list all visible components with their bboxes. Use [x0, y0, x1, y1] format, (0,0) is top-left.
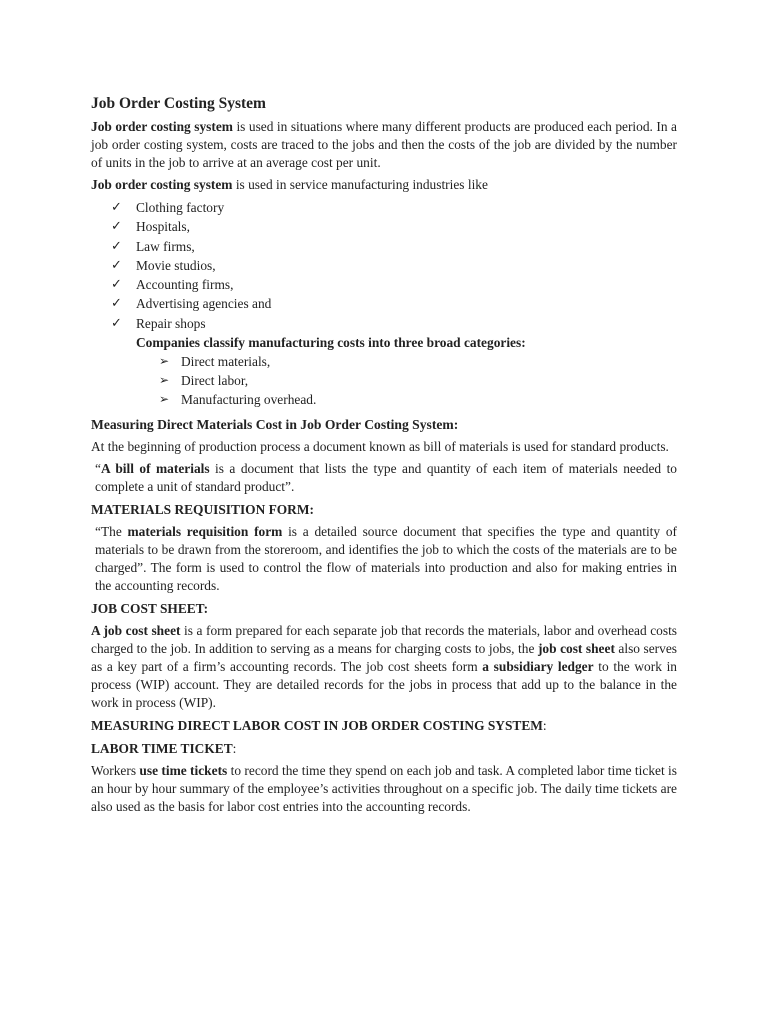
check-icon: ✓ — [111, 277, 122, 293]
ticket-heading-colon: : — [232, 741, 237, 757]
check-icon: ✓ — [111, 315, 122, 331]
ticket-text-1: Workers — [91, 763, 140, 779]
jcs-definition-paragraph — [91, 622, 677, 712]
list-item — [111, 198, 677, 217]
ticket-bold-term: use time tickets — [139, 763, 228, 779]
categories-heading: Companies classify manufacturing costs into three broad categories: — [136, 335, 526, 351]
list-item-label: Direct labor, — [181, 373, 249, 389]
materials-heading: Measuring Direct Materials Cost in Job Order Costing System: — [91, 417, 459, 433]
list-item — [159, 371, 677, 390]
ticket-definition-paragraph — [91, 762, 677, 816]
jcs-text-3: to the work in process (WIP) account. They are detailed records for the jobs in process that add up to the balance in the work in process (WIP). — [91, 659, 677, 711]
bom-text: is a document that lists the type and quantity of each item of materials needed to complete a unit of standard product”. — [95, 461, 677, 495]
mrf-definition-paragraph — [91, 523, 677, 595]
list-item-label: Repair shops — [136, 315, 206, 331]
bom-definition-paragraph — [91, 460, 677, 496]
check-icon: ✓ — [111, 296, 122, 312]
intro-paragraph — [91, 118, 677, 172]
list-item — [159, 352, 677, 371]
service-bold-term: Job order costing system — [91, 177, 233, 192]
list-item — [111, 217, 677, 236]
categories-list — [159, 352, 677, 409]
ticket-heading — [91, 739, 677, 758]
jcs-text-2: also serves as a key part of a firm’s accounting records. The job cost sheets form — [91, 641, 677, 675]
list-item — [111, 237, 677, 256]
list-item-label: Movie studios, — [136, 257, 216, 273]
arrow-bullet-icon: ➢ — [159, 373, 170, 388]
mrf-open-quote: “The — [95, 524, 128, 540]
list-item — [111, 275, 677, 294]
page-title: Job Order Costing System — [91, 95, 266, 112]
list-item-label: Direct materials, — [181, 354, 271, 370]
labor-heading-colon: : — [542, 718, 547, 734]
check-icon: ✓ — [111, 257, 122, 273]
list-item — [111, 294, 677, 313]
labor-heading — [91, 716, 677, 735]
list-item-label: Accounting firms, — [136, 277, 234, 293]
mrf-text: is a detailed source document that specifies the type and quantity of materials to be drawn from the storeroom, and identifies the job to which the costs of the materials are to be charged”. The form is used to control the flow of materials into production and also for making entries in the accounting records. — [95, 524, 677, 594]
ticket-heading-text: LABOR TIME TICKET — [91, 741, 233, 757]
jcs-bold-term-1: A job cost sheet — [91, 623, 181, 639]
list-item — [111, 256, 677, 275]
list-item-label: Law firms, — [136, 238, 195, 254]
ticket-text-2: to record the time they spend on each job and task. A completed labor time ticket is an hour by hour summary of the employee’s activities throughout on a specific job. The daily time tickets are also used as the basis for labor cost entries into the accounting records. — [91, 763, 677, 815]
jcs-bold-term-3: a subsidiary ledger — [482, 659, 594, 675]
list-item — [159, 390, 677, 409]
mrf-bold-term: materials requisition form — [127, 524, 283, 540]
arrow-bullet-icon: ➢ — [159, 354, 170, 369]
mrf-heading: MATERIALS REQUISITION FORM: — [91, 502, 314, 518]
list-item — [111, 314, 677, 333]
list-item-label: Manufacturing overhead. — [181, 392, 317, 408]
arrow-bullet-icon: ➢ — [159, 392, 170, 407]
jcs-text-1: is a form prepared for each separate job that records the materials, labor and overhead costs charged to the job. In addition to serving as a means for charging costs to jobs, the — [91, 623, 677, 657]
jcs-bold-term-2: job cost sheet — [537, 641, 615, 657]
bom-bold-term: A bill of materials — [100, 461, 210, 477]
document-body — [91, 94, 677, 820]
bom-open-quote: “ — [95, 461, 101, 477]
bom-intro-paragraph: At the beginning of production process a document known as bill of materials is used for standard products. — [91, 439, 669, 455]
intro-bold-term: Job order costing system — [91, 119, 233, 134]
service-paragraph — [91, 176, 677, 194]
labor-heading-text: MEASURING DIRECT LABOR COST IN JOB ORDER COSTING SYSTEM — [91, 718, 543, 734]
list-item-label: Clothing factory — [136, 200, 225, 215]
list-item-label: Advertising agencies and — [136, 296, 272, 312]
jcs-heading: JOB COST SHEET: — [91, 601, 209, 617]
list-item-label: Hospitals, — [136, 219, 190, 235]
service-text: is used in service manufacturing industries like — [232, 177, 488, 192]
industries-list — [111, 198, 677, 333]
check-icon: ✓ — [111, 219, 122, 235]
check-icon: ✓ — [111, 200, 122, 215]
check-icon: ✓ — [111, 238, 122, 254]
intro-text: is used in situations where many different products are produced each period. In a job order costing system, costs are traced to the jobs and then the costs of the job are divided by the number of units in the job to arrive at an average cost per unit. — [91, 119, 677, 170]
